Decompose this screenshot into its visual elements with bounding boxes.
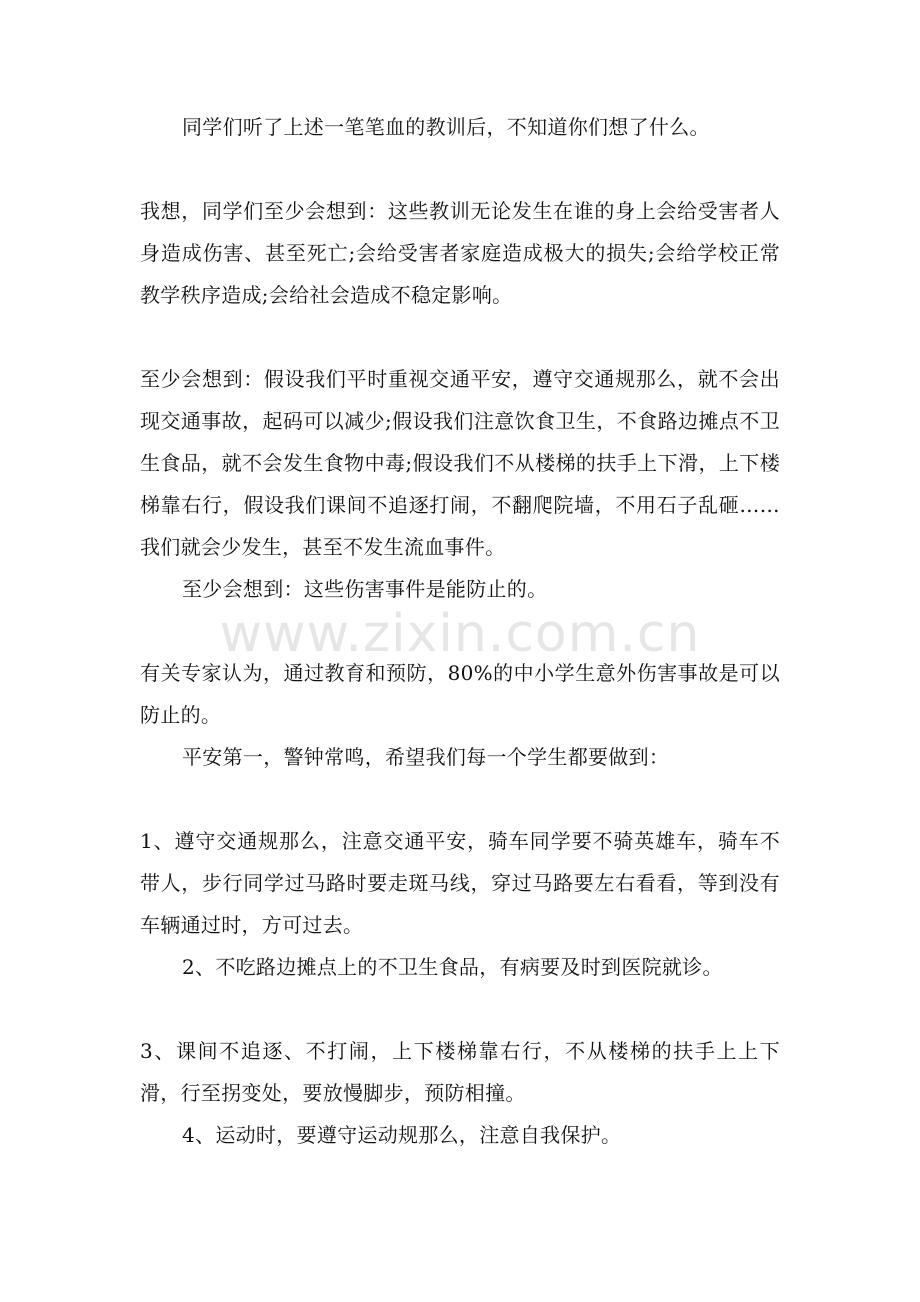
paragraph-7: 1、遵守交通规那么，注意交通平安，骑车同学要不骑英雄车，骑车不带人，步行同学过马路时要走斑马线，穿过马路要左右看看，等到没有车辆通过时，方可过去。 [140,829,780,937]
paragraph-1: 同学们听了上述一笔笔血的教训后，不知道你们想了什么。 [182,115,710,139]
paragraph-6: 平安第一，警钟常鸣，希望我们每一个学生都要做到： [182,745,670,769]
paragraph-10: 4、运动时，要遵守运动规那么，注意自我保护。 [182,1123,622,1147]
paragraph-5: 有关专家认为，通过教育和预防，80%的中小学生意外伤害事故是可以防止的。 [140,661,780,727]
paragraph-8: 2、不吃路边摊点上的不卫生食品，有病要及时到医院就诊。 [182,955,723,979]
watermark: www.zixin.com.cn [219,604,701,664]
paragraph-3: 至少会想到：假设我们平时重视交通平安，遵守交通规那么，就不会出现交通事故，起码可以减少;假设我们注意饮食卫生，不食路边摊点不卫生食品，就不会发生食物中毒;假设我们不从楼梯的扶手上下滑，上下楼梯靠右行，假设我们课间不追逐打闹，不翻爬院墙，不用石子乱砸……我们就会少发生，甚至不发生流血事件。 [140,367,780,559]
paragraph-9: 3、课间不追逐、不打闹，上下楼梯靠右行，不从楼梯的扶手上上下滑，行至拐变处，要放慢脚步，预防相撞。 [140,1039,780,1105]
paragraph-4: 至少会想到：这些伤害事件是能防止的。 [182,577,548,601]
paragraph-2: 我想，同学们至少会想到：这些教训无论发生在谁的身上会给受害者人身造成伤害、甚至死亡;会给受害者家庭造成极大的损失;会给学校正常教学秩序造成;会给社会造成不稳定影响。 [140,199,780,307]
